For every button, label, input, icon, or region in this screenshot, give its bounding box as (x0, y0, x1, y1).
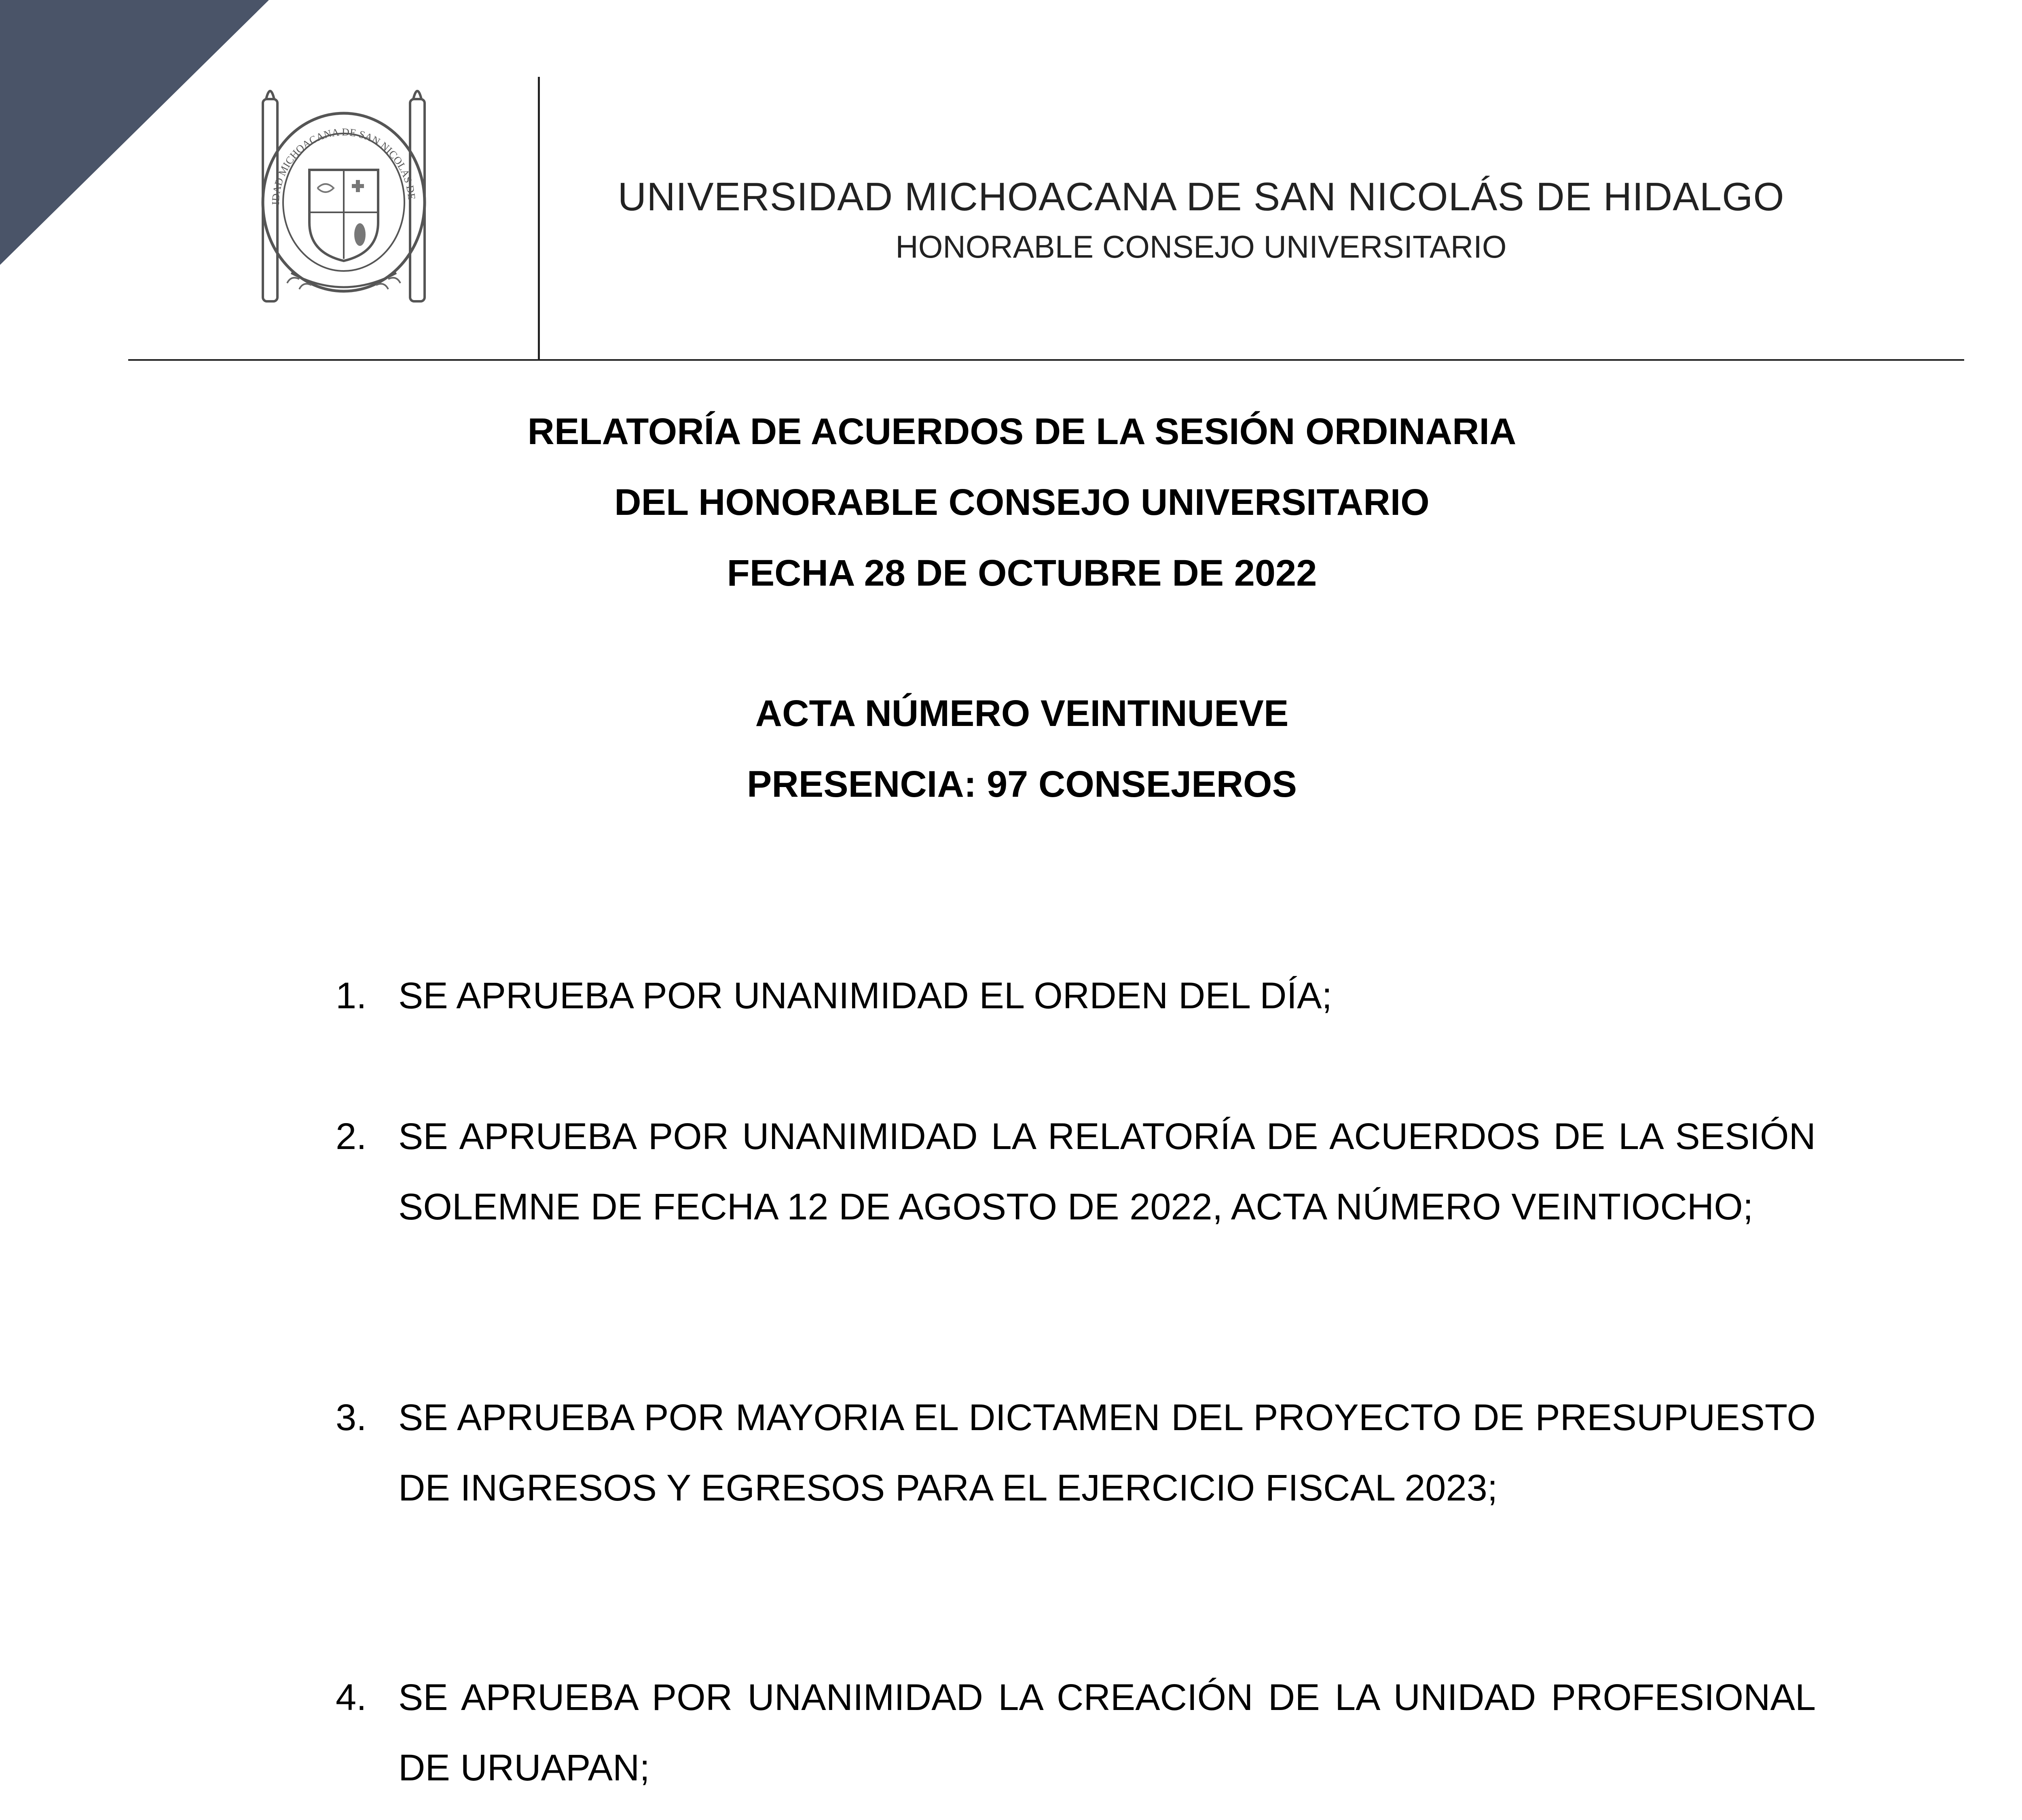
list-item-text: SE APRUEBA POR UNANIMIDAD LA CREACIÓN DE LA UNIDAD PROFESIONAL DE URUAPAN; (398, 1677, 1816, 1788)
list-item-text: SE APRUEBA POR MAYORIA EL DICTAMEN DEL PROYECTO DE PRESUPUESTO DE INGRESOS Y EGRESOS PARA EL EJERCICIO FISCAL 2023; (398, 1397, 1816, 1509)
document-date: FECHA 28 DE OCTUBRE DE 2022 (727, 552, 1317, 594)
list-item-number: 2. (336, 1116, 367, 1157)
list-item-number: 4. (336, 1677, 367, 1718)
attendance: PRESENCIA: 97 CONSEJEROS (747, 764, 1297, 805)
list-item (336, 1662, 1816, 1803)
seal-text: IDAD MICHOACANA DE SAN NICOLÁS DE (269, 126, 418, 205)
acta-number: ACTA NÚMERO VEINTINUEVE (755, 693, 1289, 734)
list-item (336, 1101, 1816, 1242)
list-item (336, 1382, 1816, 1523)
university-seal-logo (231, 83, 457, 317)
document-title-line-2: DEL HONORABLE CONSEJO UNIVERSITARIO (614, 482, 1430, 523)
council-name: HONORABLE CONSEJO UNIVERSITARIO (895, 229, 1507, 265)
university-name: UNIVERSIDAD MICHOACANA DE SAN NICOLÁS DE HIDALGO (618, 174, 1785, 219)
header-vertical-divider (538, 77, 540, 360)
list-item-text: SE APRUEBA POR UNANIMIDAD LA RELATORÍA DE ACUERDOS DE LA SESIÓN SOLEMNE DE FECHA 12 DE AGOSTO DE 2022, ACTA NÚMERO VEINTIOCHO; (398, 1116, 1816, 1227)
document-title-line-1: RELATORÍA DE ACUERDOS DE LA SESIÓN ORDINARIA (527, 411, 1516, 452)
list-item (336, 961, 1816, 1031)
header-horizontal-divider (128, 359, 1964, 361)
list-item-text: SE APRUEBA POR UNANIMIDAD EL ORDEN DEL DÍA; (398, 975, 1332, 1016)
list-item-number: 1. (336, 975, 367, 1016)
list-item-number: 3. (336, 1397, 367, 1438)
